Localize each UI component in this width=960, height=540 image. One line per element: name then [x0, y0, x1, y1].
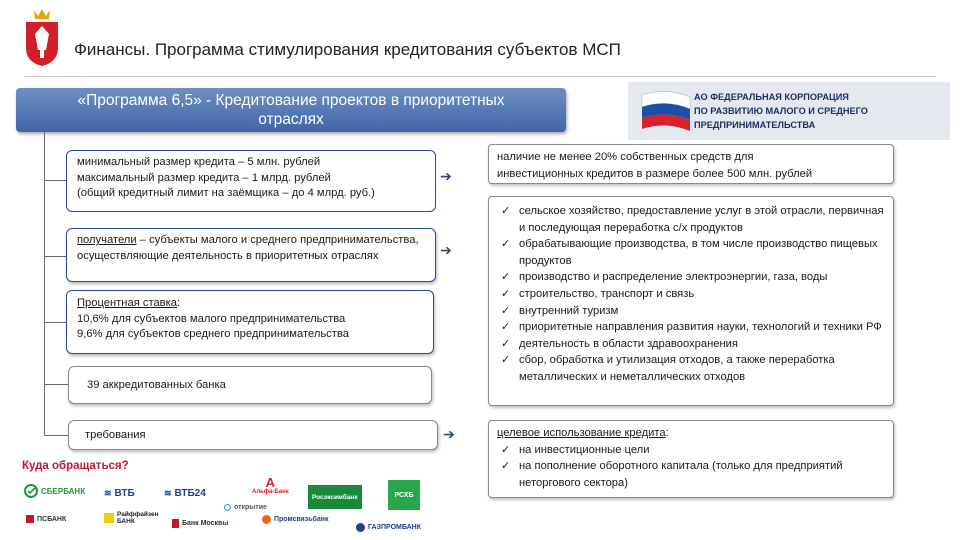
loan-min: минимальный размер кредита – 5 млн. рублей [77, 156, 321, 168]
purpose-item: ✓ на инвестиционные цели [497, 442, 885, 459]
rsb-name: РСХБ [394, 491, 414, 499]
russian-flag-icon [640, 89, 692, 133]
accredited-banks-box [68, 366, 432, 404]
where-to-apply-label: Куда обращаться? [22, 460, 129, 472]
sberbank-name: СБЕРБАНК [41, 486, 86, 496]
bank-moskvy-icon [172, 519, 179, 528]
sectors-list [497, 203, 885, 386]
loan-max: максимальный размер кредита – 1 млрд. рублей [77, 171, 331, 184]
program-title-line1: «Программа 6,5» - Кредитование проектов в приоритетных [77, 92, 505, 109]
perm-krai-coat-of-arms-icon [22, 6, 62, 68]
alfa-bank-icon: A [265, 475, 276, 490]
psb-logo [26, 508, 66, 530]
tree-trunk-line [44, 132, 45, 436]
raiffeisen-name: Райффайзен БАНК [117, 511, 159, 525]
rsb-logo [388, 480, 420, 510]
own-funds-box [488, 144, 894, 184]
loan-limit: (общий кредитный лимит на заёмщика – до 4 млрд. руб.) [77, 187, 375, 199]
purpose-item: ✓ на пополнение оборотного капитала (только для предприятий неторгового сектора) [497, 458, 885, 491]
promsvyazbank-logo [262, 508, 329, 530]
vtb-icon: ≋ [104, 487, 112, 498]
gazprombank-name: ГАЗПРОМБАНК [368, 523, 421, 531]
purpose-title: целевое использование кредита [497, 427, 666, 439]
tree-branch-line [44, 180, 66, 181]
purpose-list [497, 442, 885, 492]
arrow-right-icon: ➔ [440, 168, 452, 184]
promsvyazbank-name: Промсвязьбанк [274, 515, 329, 523]
gazprombank-logo [356, 516, 421, 538]
requirements-box [68, 420, 438, 450]
tree-branch-line [44, 322, 66, 323]
vtb-name: ВТБ [114, 487, 135, 499]
sector-item: ✓ внутренний туризм [497, 303, 885, 320]
interest-rate-label: Процентная ставка [77, 297, 177, 309]
recipients-text: – субъекты малого и среднего предпринимательства, осуществляющие деятельность в приоритетных отраслях [77, 234, 419, 262]
program-title-line2: отраслях [258, 111, 324, 128]
rate-medium: 9,6% для субъектов среднего предпринимательства [77, 328, 349, 340]
header-divider [24, 76, 936, 77]
sector-item: ✓ обрабатывающие производства, в том числе производство пищевых продуктов [497, 236, 885, 269]
purpose-colon: : [665, 427, 669, 439]
vtb24-logo [164, 482, 206, 504]
tree-branch-line [44, 256, 66, 257]
tree-branch-line [44, 384, 68, 385]
recipients-box [66, 228, 436, 282]
sberbank-icon [24, 484, 38, 498]
otkritie-name: открытие [234, 503, 267, 511]
vtb24-name: ВТБ24 [174, 487, 206, 499]
page-title: Финансы. Программа стимулирования кредитования субъектов МСП [74, 40, 621, 59]
arrow-right-icon: ➔ [440, 242, 452, 258]
sector-item: ✓ производство и распределение электроэнергии, газа, воды [497, 269, 885, 286]
roseksimbank-name: Росэксимбанк [312, 493, 358, 501]
vtb-logo [104, 482, 135, 504]
sector-item: ✓ сельское хозяйство, предоставление услуг в этой отрасли, первичная и последующая переработка с/х продуктов [497, 203, 885, 236]
purpose-box [488, 420, 894, 498]
alfa-bank-name: Альфа-Банк [252, 489, 289, 495]
program-banner [16, 88, 566, 132]
corporation-block [628, 82, 950, 140]
loan-size-box [66, 150, 436, 212]
raiffeisen-icon [104, 513, 114, 523]
rate-small: 10,6% для субъектов малого предпринимательства [77, 312, 346, 325]
sector-item: ✓ приоритетные направления развития науки, технологий и техники РФ [497, 319, 885, 336]
interest-rate-colon: : [176, 297, 181, 309]
psb-name: ПСБАНК [37, 515, 67, 523]
otkritie-logo [224, 496, 267, 518]
roseksimbank-logo [308, 485, 362, 509]
sector-item: ✓ деятельность в области здравоохранения [497, 336, 885, 353]
bank-moskvy-logo [172, 512, 228, 534]
sberbank-logo [24, 480, 85, 502]
interest-rate-box [66, 290, 434, 354]
gazprombank-icon [356, 523, 365, 532]
bank-moskvy-name: Банк Москвы [182, 519, 229, 527]
sectors-box [488, 196, 894, 406]
own-funds-line2: инвестиционных кредитов в размере более 500 млн. рублей [497, 167, 813, 180]
sector-item: ✓ строительство, транспорт и связь [497, 286, 885, 303]
arrow-right-icon: ➔ [443, 426, 455, 442]
tree-branch-line [44, 435, 68, 436]
recipients-label: получатели [77, 234, 137, 246]
psb-icon [26, 515, 34, 523]
otkritie-icon [224, 504, 231, 511]
corporation-name: АО ФЕДЕРАЛЬНАЯ КОРПОРАЦИЯ ПО РАЗВИТИЮ МАЛОГО И СРЕДНЕГО ПРЕДПРИНИМАТЕЛЬСТВА [694, 92, 868, 130]
accredited-banks-count: 39 аккредитованных банка [87, 379, 226, 391]
promsvyazbank-icon [262, 515, 271, 524]
raiffeisen-logo [104, 506, 168, 530]
requirements-label: требования [85, 429, 146, 441]
own-funds-line1: наличие не менее 20% собственных средств для [497, 151, 754, 163]
sector-item: ✓ сбор, обработка и утилизация отходов, а также переработка металлических и неметаллических отходов [497, 352, 885, 385]
vtb24-icon: ≋ [164, 487, 172, 498]
